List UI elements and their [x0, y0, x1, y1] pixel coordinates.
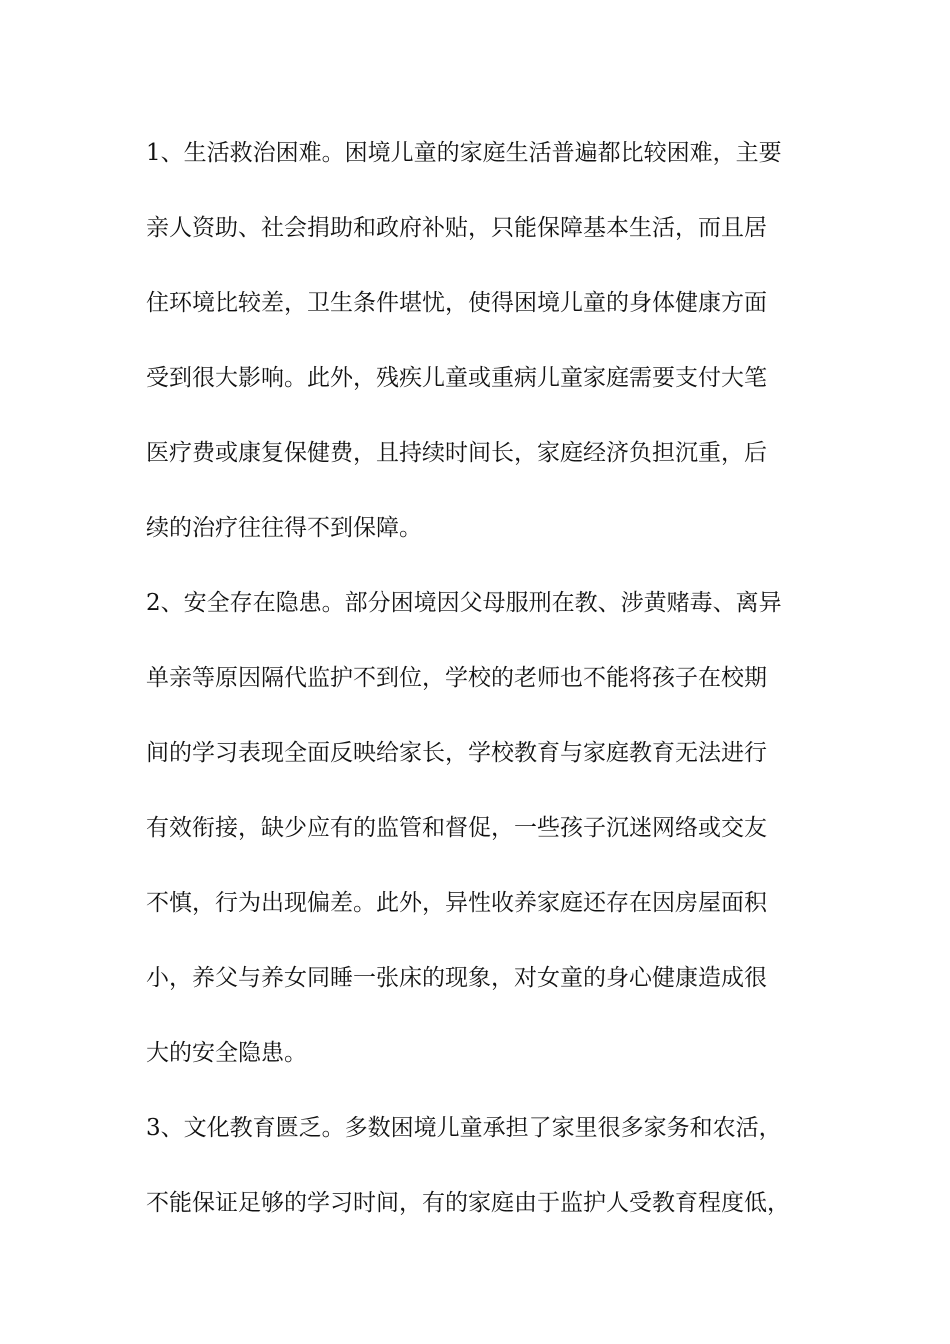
- text-line: 亲人资助、社会捐助和政府补贴，只能保障基本生活，而且居: [146, 215, 767, 241]
- text-line: 3、文化教育匮乏。多数困境儿童承担了家里很多家务和农活，: [146, 1115, 782, 1141]
- text-line: 2、安全存在隐患。部分困境因父母服刑在教、涉黄赌毒、离异: [146, 590, 782, 616]
- text-line: 小，养父与养女同睡一张床的现象，对女童的身心健康造成很: [146, 965, 767, 991]
- document-body: [146, 131, 816, 1256]
- text-line: 有效衔接，缺少应有的监管和督促，一些孩子沉迷网络或交友: [146, 815, 767, 841]
- text-line: 续的治疗往往得不到保障。: [146, 515, 422, 541]
- text-line: 大的安全隐患。: [146, 1040, 307, 1066]
- text-line: 医疗费或康复保健费，且持续时间长，家庭经济负担沉重，后: [146, 440, 767, 466]
- text-line: 不慎，行为出现偏差。此外，异性收养家庭还存在因房屋面积: [146, 890, 767, 916]
- text-line: 住环境比较差，卫生条件堪忧，使得困境儿童的身体健康方面: [146, 290, 767, 316]
- text-line: 单亲等原因隔代监护不到位，学校的老师也不能将孩子在校期: [146, 665, 767, 691]
- text-line: 不能保证足够的学习时间，有的家庭由于监护人受教育程度低，: [146, 1190, 790, 1216]
- text-line: 受到很大影响。此外，残疾儿童或重病儿童家庭需要支付大笔: [146, 365, 767, 391]
- text-line: 1、生活救治困难。困境儿童的家庭生活普遍都比较困难，主要: [146, 140, 782, 166]
- text-line: 间的学习表现全面反映给家长，学校教育与家庭教育无法进行: [146, 740, 767, 766]
